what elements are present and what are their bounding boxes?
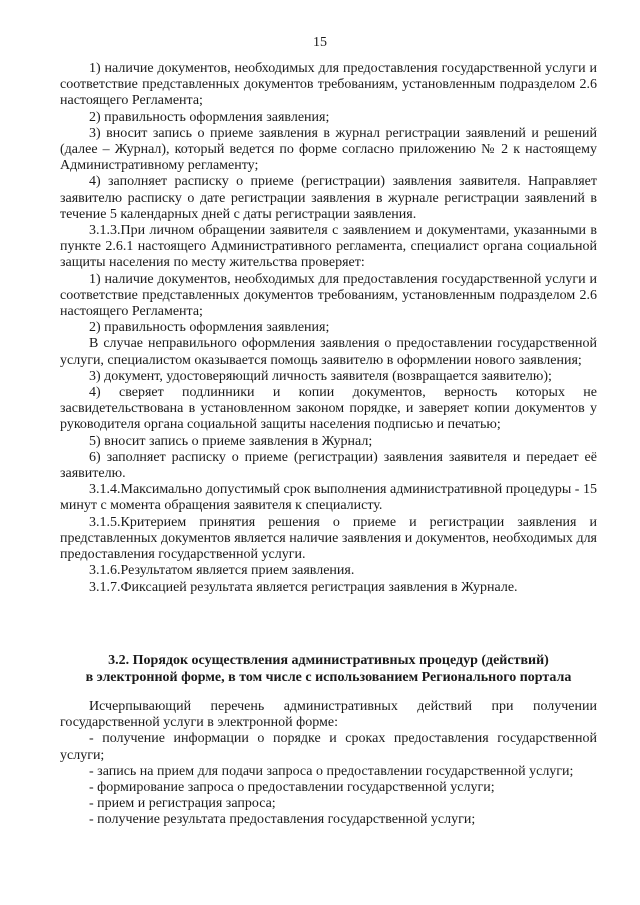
section-heading-line-2: в электронной форме, в том числе с использованием Регионального портала xyxy=(85,670,572,685)
list-item: - формирование запроса о предоставлении государственной услуги; xyxy=(89,780,495,796)
paragraph: 2) правильность оформления заявления; xyxy=(89,320,330,336)
section-3-2-body xyxy=(60,699,597,829)
paragraph: 6) заполняет расписку о приеме (регистрации) заявления заявителя и передает её заявителю. xyxy=(60,449,597,482)
paragraph: 3.1.5.Критерием принятия решения о приеме и регистрации заявления и представленных документов является наличие заявления и документов, необходимых для предоставления государственной услуги. xyxy=(60,514,597,563)
paragraph: 3.1.7.Фиксацией результата является регистрация заявления в Журнале. xyxy=(89,579,518,595)
list-item: - получение информации о порядке и сроках предоставления государственной услуги; xyxy=(60,731,597,763)
paragraph: 4) заполняет расписку о приеме (регистрации) заявления заявителя. Направляет заявителю расписку о дате регистрации заявления в журнале регистрации заявлений в течение 5 календарных дней с даты регистрации заявления. xyxy=(60,174,597,222)
list-item: - получение результата предоставления государственной услуги; xyxy=(89,812,476,828)
list-item: - прием и регистрация запроса; xyxy=(89,796,276,812)
paragraph: 2) правильность оформления заявления; xyxy=(89,109,330,125)
paragraph: 1) наличие документов, необходимых для предоставления государственной услуги и соответствие представленных документов требованиям, установленным подразделом 2.6 настоящего Регламента; xyxy=(60,61,597,109)
paragraph: В случае неправильного оформления заявления о предоставлении государственной услуги, специалистом оказывается помощь заявителю в оформлении нового заявления; xyxy=(60,336,597,368)
paragraph: 3.1.3.При личном обращении заявителя с заявлением и документами, указанными в пункте 2.6.1 настоящего Административного регламента, специалист органа социальной защиты населения по месту жительства проверяет: xyxy=(60,223,597,271)
paragraph: Исчерпывающий перечень административных действий при получении государственной услуги в электронной форме: xyxy=(60,699,597,731)
section-3-1-body xyxy=(60,61,597,596)
paragraph: 3.1.6.Результатом является прием заявления. xyxy=(89,563,355,579)
paragraph: 3) документ, удостоверяющий личность заявителя (возвращается заявителю); xyxy=(89,368,552,384)
page-number: 15 xyxy=(313,35,327,50)
paragraph: 3.1.4.Максимально допустимый срок выполнения административной процедуры - 15 минут с момента обращения заявителя к специалисту. xyxy=(60,482,597,514)
paragraph: 4) сверяет подлинники и копии документов, верность которых не засвидетельствована в установленном законом порядке, и заверяет копии документов у руководителя органа социальной защиты населения подписью и печатью; xyxy=(60,385,597,433)
list-item: - запись на прием для подачи запроса о предоставлении государственной услуги; xyxy=(89,763,574,779)
paragraph: 5) вносит запись о приеме заявления в Журнал; xyxy=(89,433,373,449)
paragraph: 3) вносит запись о приеме заявления в журнал регистрации заявлений и решений (далее – Журнал), который ведется по форме согласно приложению № 2 к настоящему Административному регламенту; xyxy=(60,125,597,174)
section-heading-line-1: 3.2. Порядок осуществления административных процедур (действий) xyxy=(108,653,549,668)
paragraph: 1) наличие документов, необходимых для предоставления государственной услуги и соответствие представленных документов требованиям, установленным подразделом 2.6 настоящего Регламента; xyxy=(60,271,597,320)
